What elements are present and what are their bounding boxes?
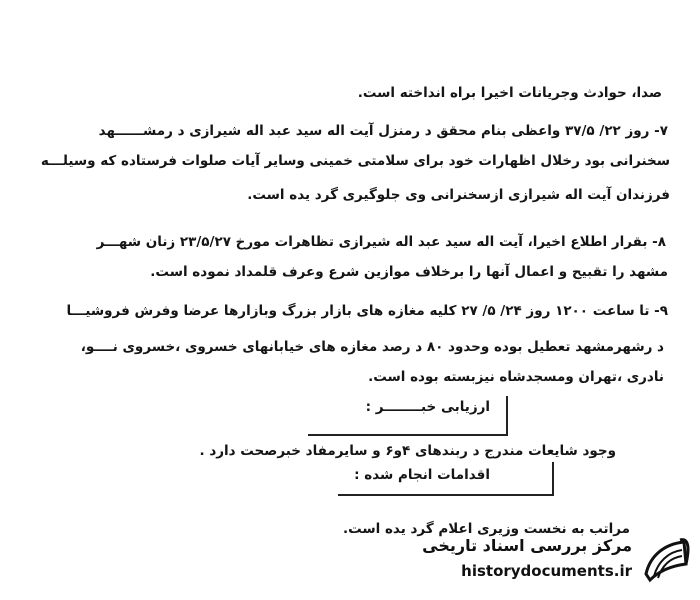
watermark-title: مرکز بررسی اسناد تاریخی xyxy=(422,536,632,555)
archive-logo-icon xyxy=(640,534,692,586)
watermark-url: historydocuments.ir xyxy=(461,562,632,580)
doc-line-5: ۸- بقرار اطلاع اخیرا، آیت اله سید عبد اله شیرازی تظاهرات مورخ ۲۳/۵/۲۷ زنان شهـــر xyxy=(96,234,666,250)
header-ink-fragment xyxy=(200,0,270,8)
doc-line-1: صدا، حوادث وجریانات اخیرا براه انداخته است. xyxy=(357,85,662,101)
doc-line-4: فرزندان آیت اله شیرازی ازسخنرانی وی جلوگیری گرد یده است. xyxy=(247,187,670,203)
actions-bracket-vertical xyxy=(552,462,554,496)
doc-line-8: د رشهرمشهد تعطیل بوده وحدود ۸۰ د رصد مغازه های خیابانهای خسروی ،خسروی نــــو، xyxy=(80,339,664,355)
actions-text: مراتب به نخست وزیری اعلام گرد یده است. xyxy=(342,521,630,537)
heading-assessment: ارزیابی خبــــــــر : xyxy=(365,399,490,415)
doc-line-6: مشهد را تقبیح و اعمال آنها را برخلاف موازین شرع وعرف قلمداد نموده است. xyxy=(150,264,668,280)
actions-bracket-horizontal xyxy=(338,494,554,496)
assessment-bracket-horizontal xyxy=(308,434,508,436)
assessment-bracket-vertical xyxy=(506,396,508,436)
cut-off-header-fragment xyxy=(200,0,270,8)
doc-line-2: ۷- روز ۲۲/ ۳۷/۵ واعظی بنام محقق د رمنزل آیت اله سید عبد اله شیرازی د رمشــــــهد xyxy=(98,123,668,139)
doc-line-7: ۹- تا ساعت ۱۲۰۰ روز ۲۴/ ۵/ ۲۷ کلیه مغازه های بازار بزرگ وبازارها عرضا وفرش فروشیـــا xyxy=(66,303,668,319)
doc-line-3: سخنرانی بود رخلال اظهارات خود برای سلامتی خمینی وسایر آیات صلوات فرستاده که وسیلـــه xyxy=(40,153,670,169)
assessment-text: وجود شایعات مندرج د ربندهای ۴و۶ و سایرمفاد خبرصحت دارد . xyxy=(199,443,616,459)
archive-watermark xyxy=(402,530,692,592)
heading-actions: اقدامات انجام شده : xyxy=(354,467,490,483)
doc-line-9: نادری ،تهران ومسجدشاه نیزبسته بوده است. xyxy=(368,369,664,385)
